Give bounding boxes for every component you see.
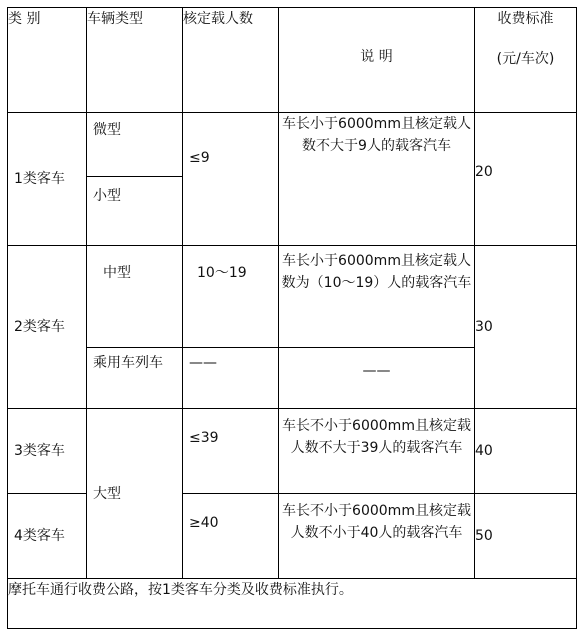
category-cell [8,409,87,494]
capacity-value: 10～19 [197,265,247,281]
header-fee [475,8,577,113]
description-cell [279,113,475,246]
type-cell [87,177,183,246]
header-vehicle-type [87,8,183,113]
header-category [8,8,87,113]
category-label: 4类客车 [14,528,65,544]
type-label: 大型 [93,485,121,502]
fee-cell [475,494,577,579]
category-label: 1类客车 [14,171,65,187]
category-label: 3类客车 [14,443,65,459]
type-cell [87,348,183,409]
table-row [8,246,577,348]
type-cell [87,246,183,348]
capacity-value: —— [189,355,217,371]
description-text: 车长不小于6000mm且核定载人数不小于40人的载客汽车 [282,503,471,541]
footer-row [8,579,577,629]
fee-value: 30 [475,319,493,335]
description-cell [279,409,475,494]
table-row [8,409,577,494]
capacity-cell [183,113,279,246]
capacity-value: ≤39 [189,430,219,446]
capacity-cell [183,494,279,579]
capacity-value: ≤9 [189,150,210,166]
type-label: 乘用车列车 [93,355,163,371]
footer-note: 摩托车通行收费公路，按1类客车分类及收费标准执行。 [8,582,353,598]
capacity-cell [183,409,279,494]
category-label: 2类客车 [14,319,65,335]
fee-cell [475,113,577,246]
type-cell [87,113,183,177]
header-row [8,8,577,113]
capacity-value: ≥40 [189,515,219,531]
description-text: —— [362,363,391,379]
category-cell [8,246,87,409]
header-fee-title: 收费标准 [497,11,554,27]
fee-cell [475,409,577,494]
description-cell [279,494,475,579]
type-label: 小型 [93,188,121,204]
capacity-cell [183,348,279,409]
fee-value: 20 [475,164,493,180]
type-label: 微型 [93,122,121,138]
category-cell [8,113,87,246]
type-cell [87,409,183,579]
capacity-cell [183,246,279,348]
header-fee-unit: (元/车次) [496,51,555,67]
description-text: 车长小于6000mm且核定载人数不大于9人的载客汽车 [282,116,471,154]
header-capacity [183,8,279,113]
fee-value: 50 [475,528,493,544]
table-row [8,113,577,177]
description-text: 车长不小于6000mm且核定载人数不大于39人的载客汽车 [282,418,471,456]
type-label: 中型 [103,265,131,281]
description-text: 车长小于6000mm且核定载人数为（10～19）人的载客汽车 [281,253,472,291]
fee-cell [475,246,577,409]
category-cell [8,494,87,579]
header-vehicle-type-label: 车辆类型 [87,11,143,27]
footer-note-cell [8,579,577,629]
header-capacity-label: 核定载人数 [183,11,253,27]
header-category-label: 类 别 [8,11,41,27]
description-cell [279,348,475,409]
description-cell [279,246,475,348]
header-description [279,8,475,113]
toll-fee-table [7,7,577,629]
header-description-label: 说 明 [360,49,393,65]
fee-value: 40 [475,443,493,459]
